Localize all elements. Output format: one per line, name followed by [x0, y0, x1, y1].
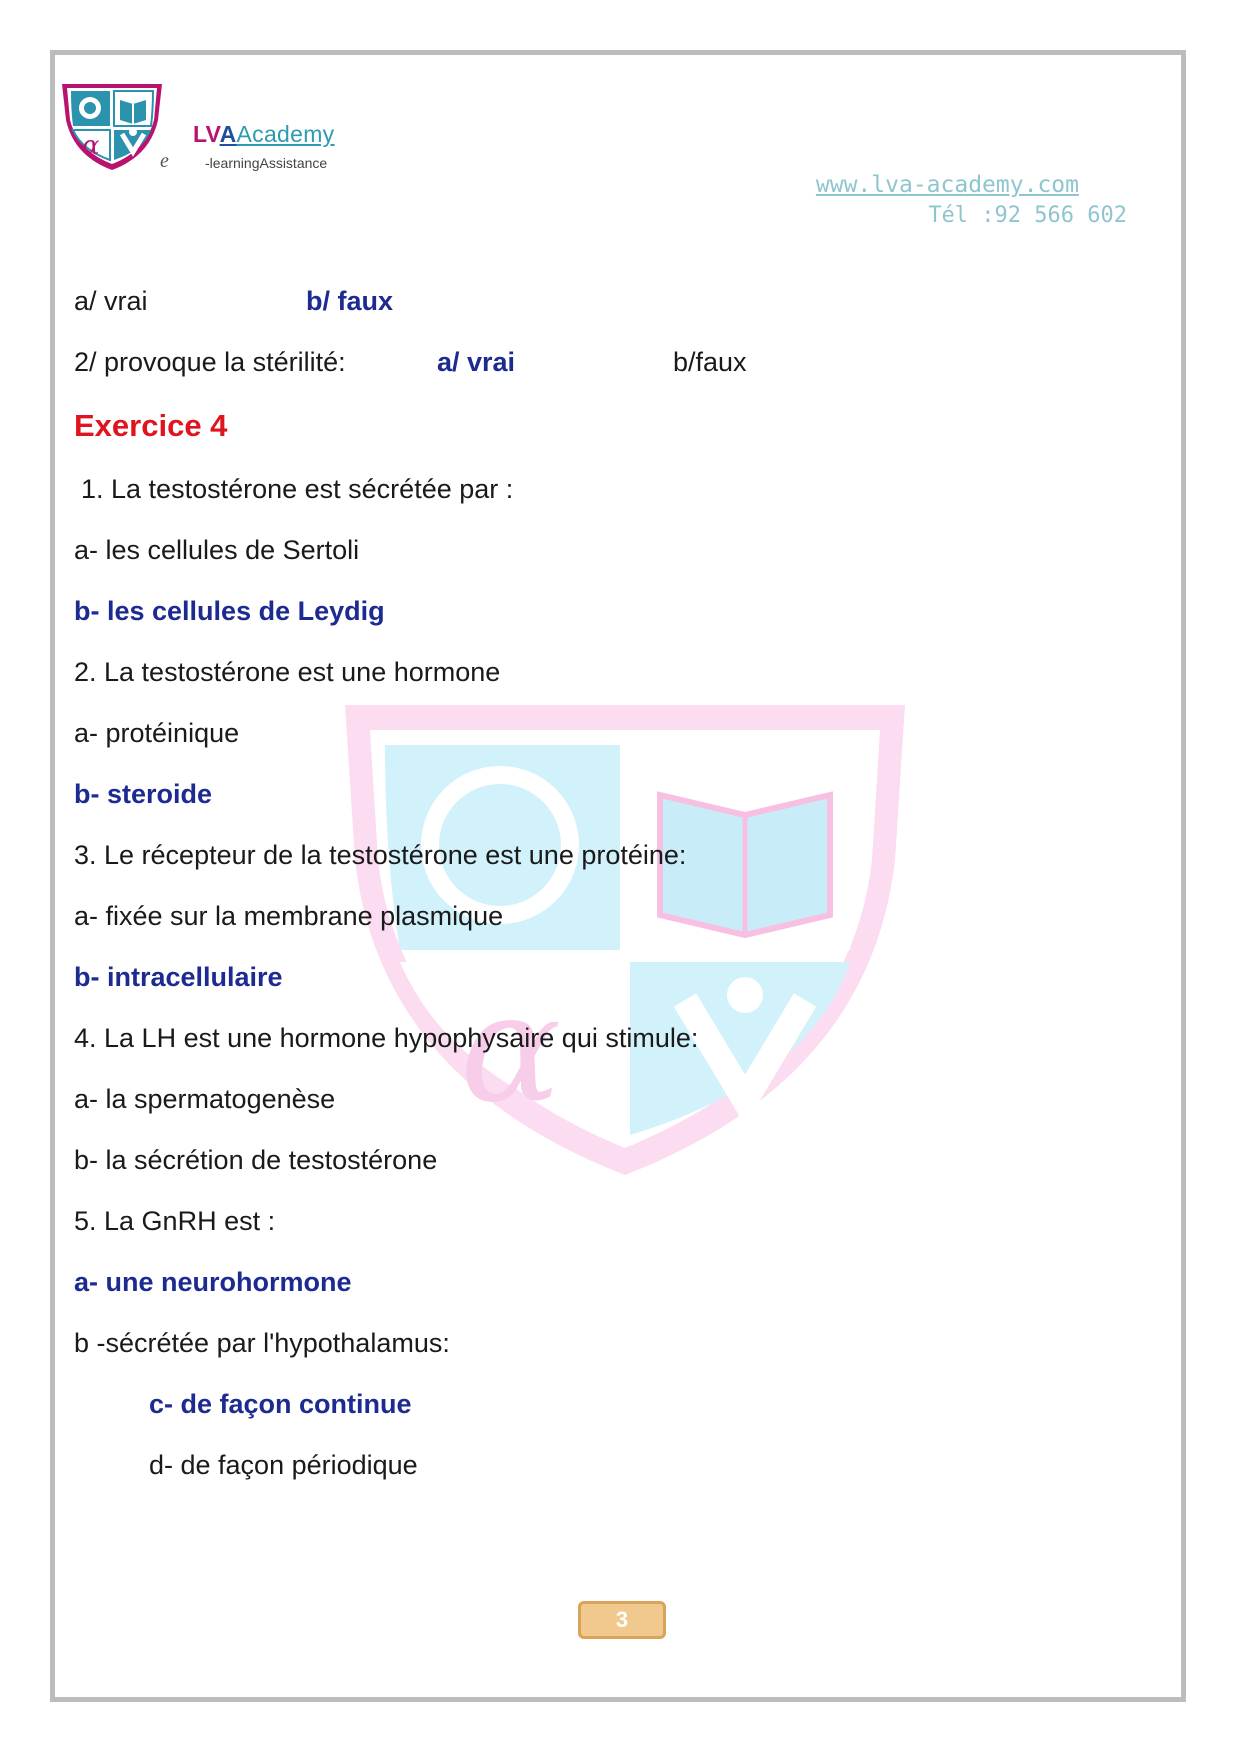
top-option-b: b/ faux [306, 286, 394, 316]
brand-a: A [219, 121, 237, 147]
question-5: 5. La GnRH est : [74, 1206, 276, 1236]
question-3-option-a: a- fixée sur la membrane plasmique [74, 901, 504, 931]
question-1-option-a: a- les cellules de Sertoli [74, 535, 360, 565]
website-link[interactable]: www.lva-academy.com [815, 172, 1079, 198]
top-option-a: a/ vrai [74, 286, 148, 316]
e-letter: e [160, 150, 169, 172]
exercise-title: Exercice 4 [74, 408, 228, 443]
question-5-option-c: c- de façon continue [149, 1389, 412, 1419]
page-number: 3 [578, 1601, 666, 1639]
svg-text:α: α [460, 962, 562, 1136]
svg-text:α: α [82, 131, 100, 161]
question-1: 1. La testostérone est sécrétée par : [81, 474, 514, 504]
q2-option-b: b/faux [673, 347, 747, 377]
question-1-option-b: b- les cellules de Leydig [74, 596, 385, 626]
q2-option-a: a/ vrai [437, 347, 516, 377]
question-3-option-b: b- intracellulaire [74, 962, 283, 992]
question-5-option-a: a- une neurohormone [74, 1267, 352, 1297]
question-5-option-d: d- de façon périodique [149, 1450, 418, 1480]
q2-prompt: 2/ provoque la stérilité: [74, 347, 346, 377]
brand-lv: LV [193, 121, 220, 147]
question-3: 3. Le récepteur de la testostérone est une protéine: [74, 840, 687, 870]
question-4: 4. La LH est une hormone hypophysaire qui stimule: [74, 1023, 699, 1053]
question-2-option-b: b- steroide [74, 779, 213, 809]
brand-academy: Academy [236, 121, 335, 147]
phone-number: Tél :92 566 602 [928, 203, 1127, 228]
question-2-option-a: a- protéinique [74, 718, 240, 748]
question-5-option-b: b -sécrétée par l'hypothalamus: [74, 1328, 450, 1358]
question-4-option-b: b- la sécrétion de testostérone [74, 1145, 438, 1175]
question-2: 2. La testostérone est une hormone [74, 657, 501, 687]
brand-tagline: -learningAssistance [205, 155, 328, 171]
question-4-option-a: a- la spermatogenèse [74, 1084, 336, 1114]
